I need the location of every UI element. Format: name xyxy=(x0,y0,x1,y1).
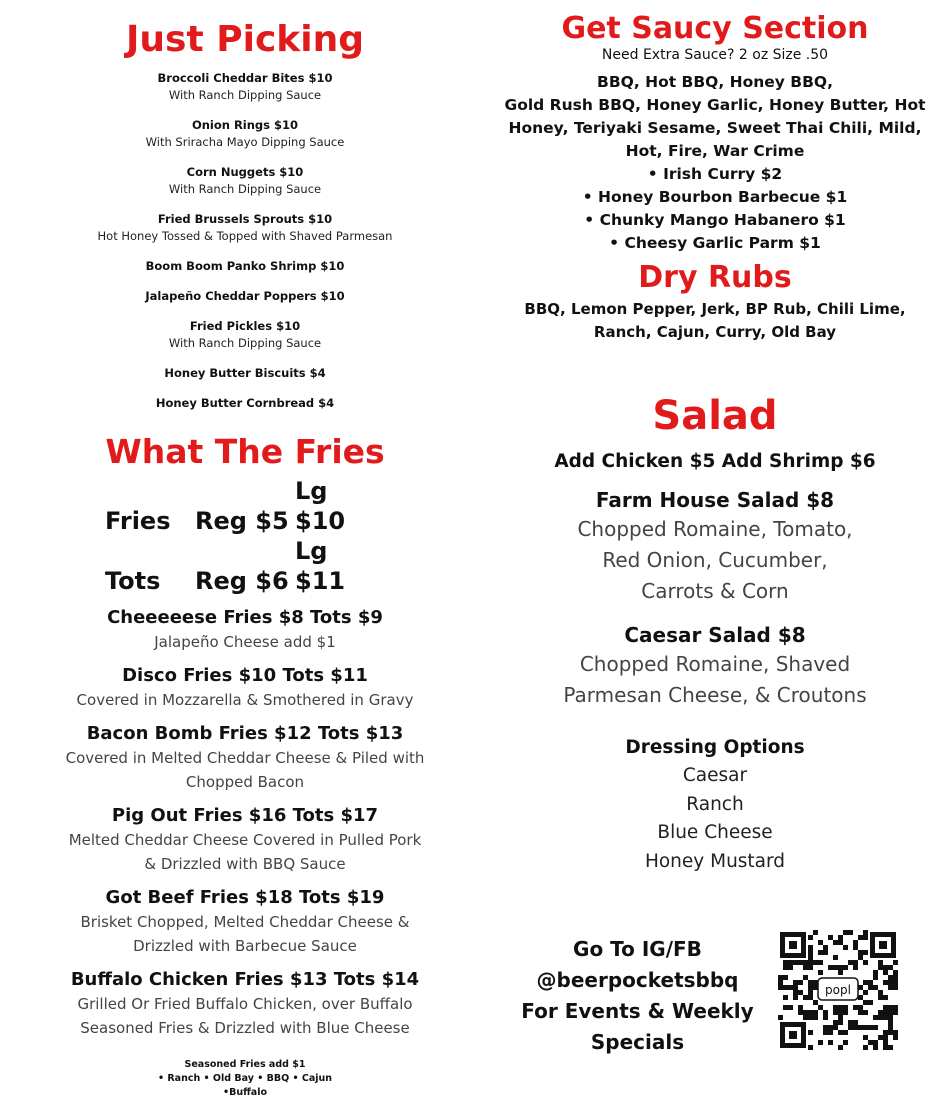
sauce-line: • Irish Curry $2 xyxy=(647,165,783,183)
salad-item-desc: Red Onion, Cucumber, xyxy=(602,548,828,572)
qr-label: popl xyxy=(825,983,851,997)
fries-item xyxy=(30,968,460,1040)
fries-item-name: Got Beef Fries $18 Tots $19 xyxy=(105,886,385,908)
saucy-heading: Get Saucy Section xyxy=(561,11,869,46)
just-picking-list xyxy=(30,70,460,412)
saucy-subtitle: Need Extra Sauce? 2 oz Size .50 xyxy=(601,47,829,63)
salad-item xyxy=(500,486,930,607)
fries-item-desc: Covered in Mozzarella & Smothered in Gravy xyxy=(76,690,414,709)
seasoned-line: •Buffalo xyxy=(223,1086,267,1098)
fries-item-desc: Covered in Melted Cheddar Cheese & Piled with xyxy=(65,748,425,767)
salad-item xyxy=(500,621,930,711)
rub-line: Ranch, Cajun, Curry, Old Bay xyxy=(593,323,837,341)
right-column xyxy=(500,0,930,876)
fries-item-desc: Brisket Chopped, Melted Cheddar Cheese & xyxy=(80,912,410,931)
fries-item-name: Cheeeeese Fries $8 Tots $9 xyxy=(107,606,383,628)
menu-item xyxy=(30,365,460,382)
seasoned-line: Seasoned Fries add $1 xyxy=(184,1058,306,1070)
promo-line: Specials xyxy=(590,1030,685,1054)
menu-item xyxy=(30,211,460,245)
dressing-option: Honey Mustard xyxy=(644,850,786,872)
menu-item-desc: With Ranch Dipping Sauce xyxy=(168,335,322,350)
salad-item-desc: Carrots & Corn xyxy=(641,579,789,603)
left-column xyxy=(30,0,460,1100)
dressing-heading: Dressing Options xyxy=(625,737,805,758)
menu-item-name: Onion Rings $10 xyxy=(191,117,299,132)
menu-item-desc: Hot Honey Tossed & Topped with Shaved Parmesan xyxy=(97,228,393,243)
fries-item-desc: Chopped Bacon xyxy=(185,772,305,791)
menu-item xyxy=(30,395,460,412)
size-reg: Reg $6 xyxy=(195,566,289,595)
sauce-line: • Chunky Mango Habanero $1 xyxy=(584,211,846,229)
social-handle-link[interactable]: @beerpocketsbbq xyxy=(536,968,739,992)
size-name: Fries xyxy=(105,506,171,535)
dressing-option: Caesar xyxy=(682,765,748,786)
dry-rubs-heading: Dry Rubs xyxy=(638,260,792,295)
rub-line: BBQ, Lemon Pepper, Jerk, BP Rub, Chili Lime, xyxy=(524,300,906,318)
menu-item xyxy=(30,164,460,198)
sauce-line: Gold Rush BBQ, Honey Garlic, Honey Butter, Hot xyxy=(504,96,926,114)
menu-item xyxy=(30,70,460,104)
fries-item xyxy=(30,664,460,712)
sauce-line: Hot, Fire, War Crime xyxy=(625,142,805,160)
fries-item-name: Pig Out Fries $16 Tots $17 xyxy=(111,804,379,826)
salad-addon: Add Chicken $5 Add Shrimp $6 xyxy=(554,451,876,472)
size-lg: Lg $11 xyxy=(295,536,346,595)
menu-item xyxy=(30,258,460,275)
salad-list xyxy=(500,486,930,711)
seasoned-line: • Ranch • Old Bay • BBQ • Cajun xyxy=(157,1072,333,1084)
dressing-option: Blue Cheese xyxy=(657,822,773,843)
fries-item xyxy=(30,606,460,654)
fries-item-desc: Seasoned Fries & Drizzled with Blue Cheese xyxy=(80,1018,410,1037)
menu-item-name: Corn Nuggets $10 xyxy=(186,164,304,179)
menu-item-name: Honey Butter Biscuits $4 xyxy=(164,365,326,380)
menu-item-name: Jalapeño Cheddar Poppers $10 xyxy=(145,288,345,303)
fries-item-desc: Jalapeño Cheese add $1 xyxy=(154,632,336,651)
dressing-option: Ranch xyxy=(686,793,744,815)
size-row xyxy=(30,476,460,536)
qr-code-icon[interactable] xyxy=(778,930,898,1050)
promo-line: Go To IG/FB xyxy=(573,937,702,961)
fries-item-desc: Grilled Or Fried Buffalo Chicken, over Buffalo xyxy=(77,994,413,1013)
salad-heading: Salad xyxy=(652,393,778,439)
size-reg: Reg $5 xyxy=(195,506,289,535)
just-picking-heading: Just Picking xyxy=(126,19,364,60)
menu-item xyxy=(30,288,460,305)
fries-item xyxy=(30,886,460,958)
sauce-line: • Honey Bourbon Barbecue $1 xyxy=(582,188,848,206)
seasoned-fries-note xyxy=(30,1058,460,1100)
fries-item-name: Bacon Bomb Fries $12 Tots $13 xyxy=(86,722,404,744)
sauce-list xyxy=(500,71,930,255)
menu-item-name: Honey Butter Cornbread $4 xyxy=(155,395,335,410)
sauce-line: Honey, Teriyaki Sesame, Sweet Thai Chili, Mild, xyxy=(508,119,922,137)
menu-item-desc: With Ranch Dipping Sauce xyxy=(168,87,322,102)
dressing-list xyxy=(500,762,930,876)
menu-item-desc: With Sriracha Mayo Dipping Sauce xyxy=(145,134,345,149)
promo-line: For Events & Weekly xyxy=(521,999,754,1023)
fries-list xyxy=(30,606,460,1040)
fries-item-name: Disco Fries $10 Tots $11 xyxy=(122,664,368,686)
fries-item-name: Buffalo Chicken Fries $13 Tots $14 xyxy=(70,968,420,990)
sauce-line: • Cheesy Garlic Parm $1 xyxy=(609,234,821,252)
salad-item-desc: Chopped Romaine, Tomato, xyxy=(577,517,853,541)
salad-item-desc: Chopped Romaine, Shaved xyxy=(579,652,851,676)
salad-item-name: Caesar Salad $8 xyxy=(624,623,806,647)
fries-heading: What The Fries xyxy=(105,431,385,471)
sauce-line: BBQ, Hot BBQ, Honey BBQ, xyxy=(597,73,833,91)
menu-item-name: Boom Boom Panko Shrimp $10 xyxy=(145,258,345,273)
menu-item-name: Broccoli Cheddar Bites $10 xyxy=(157,70,333,85)
menu-item-name: Fried Brussels Sprouts $10 xyxy=(157,211,333,226)
salad-item-name: Farm House Salad $8 xyxy=(595,488,835,512)
fries-item-desc: Melted Cheddar Cheese Covered in Pulled Pork xyxy=(68,830,422,849)
size-name: Tots xyxy=(105,566,161,595)
size-lg: Lg $10 xyxy=(295,476,346,535)
size-row xyxy=(30,536,460,596)
fries-item xyxy=(30,804,460,876)
rub-list xyxy=(500,298,930,344)
salad-item-desc: Parmesan Cheese, & Croutons xyxy=(563,683,867,707)
menu-item-name: Fried Pickles $10 xyxy=(189,318,301,333)
menu-item xyxy=(30,117,460,151)
fries-sizes xyxy=(30,476,460,596)
fries-item xyxy=(30,722,460,794)
menu-item xyxy=(30,318,460,352)
social-promo xyxy=(510,934,765,1058)
fries-item-desc: & Drizzled with BBQ Sauce xyxy=(144,854,346,873)
menu-item-desc: With Ranch Dipping Sauce xyxy=(168,181,322,196)
fries-item-desc: Drizzled with Barbecue Sauce xyxy=(133,936,357,955)
